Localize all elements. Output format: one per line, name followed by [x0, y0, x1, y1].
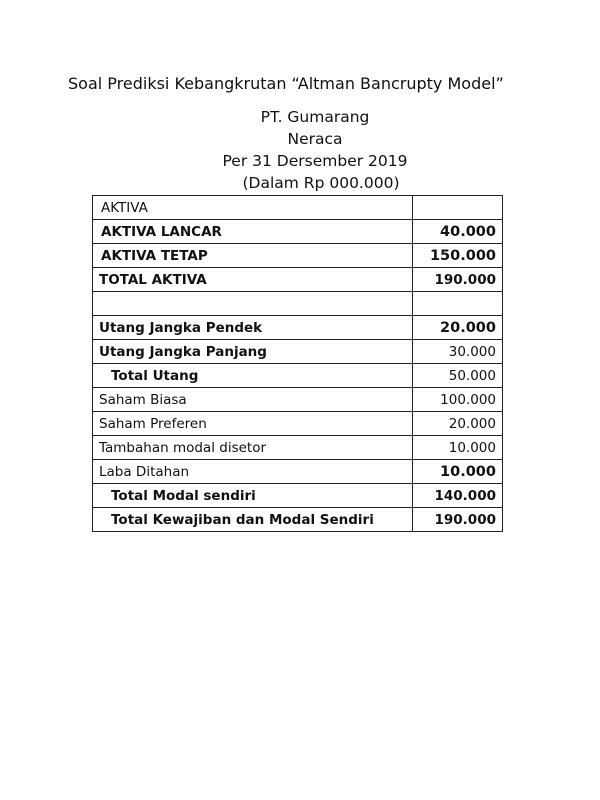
statement-name: Neraca — [287, 130, 343, 148]
row-label-total-modal-sendiri: Total Modal sendiri — [93, 484, 413, 508]
row-label-aktiva-lancar: AKTIVA LANCAR — [93, 220, 413, 244]
row-label-saham-biasa: Saham Biasa — [93, 388, 413, 412]
table-row — [93, 196, 503, 220]
row-value — [413, 196, 503, 220]
table-row — [93, 268, 503, 292]
row-label-tambahan-modal: Tambahan modal disetor — [93, 436, 413, 460]
table-row — [93, 388, 503, 412]
table-row — [93, 460, 503, 484]
table-row — [93, 220, 503, 244]
row-value-laba-ditahan: 10.000 — [413, 460, 503, 484]
row-label-total-utang: Total Utang — [93, 364, 413, 388]
row-label-total-aktiva: TOTAL AKTIVA — [93, 268, 413, 292]
row-label-empty — [93, 292, 413, 316]
table-row-empty — [93, 292, 503, 316]
table-row — [93, 436, 503, 460]
row-value-saham-preferen: 20.000 — [413, 412, 503, 436]
row-value-aktiva-tetap: 150.000 — [413, 244, 503, 268]
row-value-utang-jangka-pendek: 20.000 — [413, 316, 503, 340]
table-row — [93, 364, 503, 388]
table-row — [93, 316, 503, 340]
statement-header — [0, 106, 600, 194]
table-row — [93, 340, 503, 364]
row-value-utang-jangka-panjang: 30.000 — [413, 340, 503, 364]
row-label-saham-preferen: Saham Preferen — [93, 412, 413, 436]
table-row — [93, 484, 503, 508]
statement-unit: (Dalam Rp 000.000) — [242, 174, 400, 192]
document-title: Soal Prediksi Kebangkrutan “Altman Bancrupty Model” — [68, 74, 504, 93]
row-value-total-utang: 50.000 — [413, 364, 503, 388]
row-value-empty — [413, 292, 503, 316]
row-label-total-kewajiban-modal: Total Kewajiban dan Modal Sendiri — [93, 508, 413, 532]
statement-period: Per 31 Dersember 2019 — [222, 152, 408, 170]
row-label-laba-ditahan: Laba Ditahan — [93, 460, 413, 484]
table-row — [93, 508, 503, 532]
row-value-tambahan-modal: 10.000 — [413, 436, 503, 460]
company-name: PT. Gumarang — [260, 108, 370, 126]
table-row — [93, 412, 503, 436]
row-value-total-aktiva: 190.000 — [413, 268, 503, 292]
row-label-aktiva: AKTIVA — [93, 196, 413, 220]
row-label-aktiva-tetap: AKTIVA TETAP — [93, 244, 413, 268]
table-row — [93, 244, 503, 268]
row-value-total-modal-sendiri: 140.000 — [413, 484, 503, 508]
row-value-aktiva-lancar: 40.000 — [413, 220, 503, 244]
row-value-saham-biasa: 100.000 — [413, 388, 503, 412]
row-label-utang-jangka-panjang: Utang Jangka Panjang — [93, 340, 413, 364]
row-label-utang-jangka-pendek: Utang Jangka Pendek — [93, 316, 413, 340]
row-value-total-kewajiban-modal: 190.000 — [413, 508, 503, 532]
balance-sheet-table — [92, 195, 503, 532]
